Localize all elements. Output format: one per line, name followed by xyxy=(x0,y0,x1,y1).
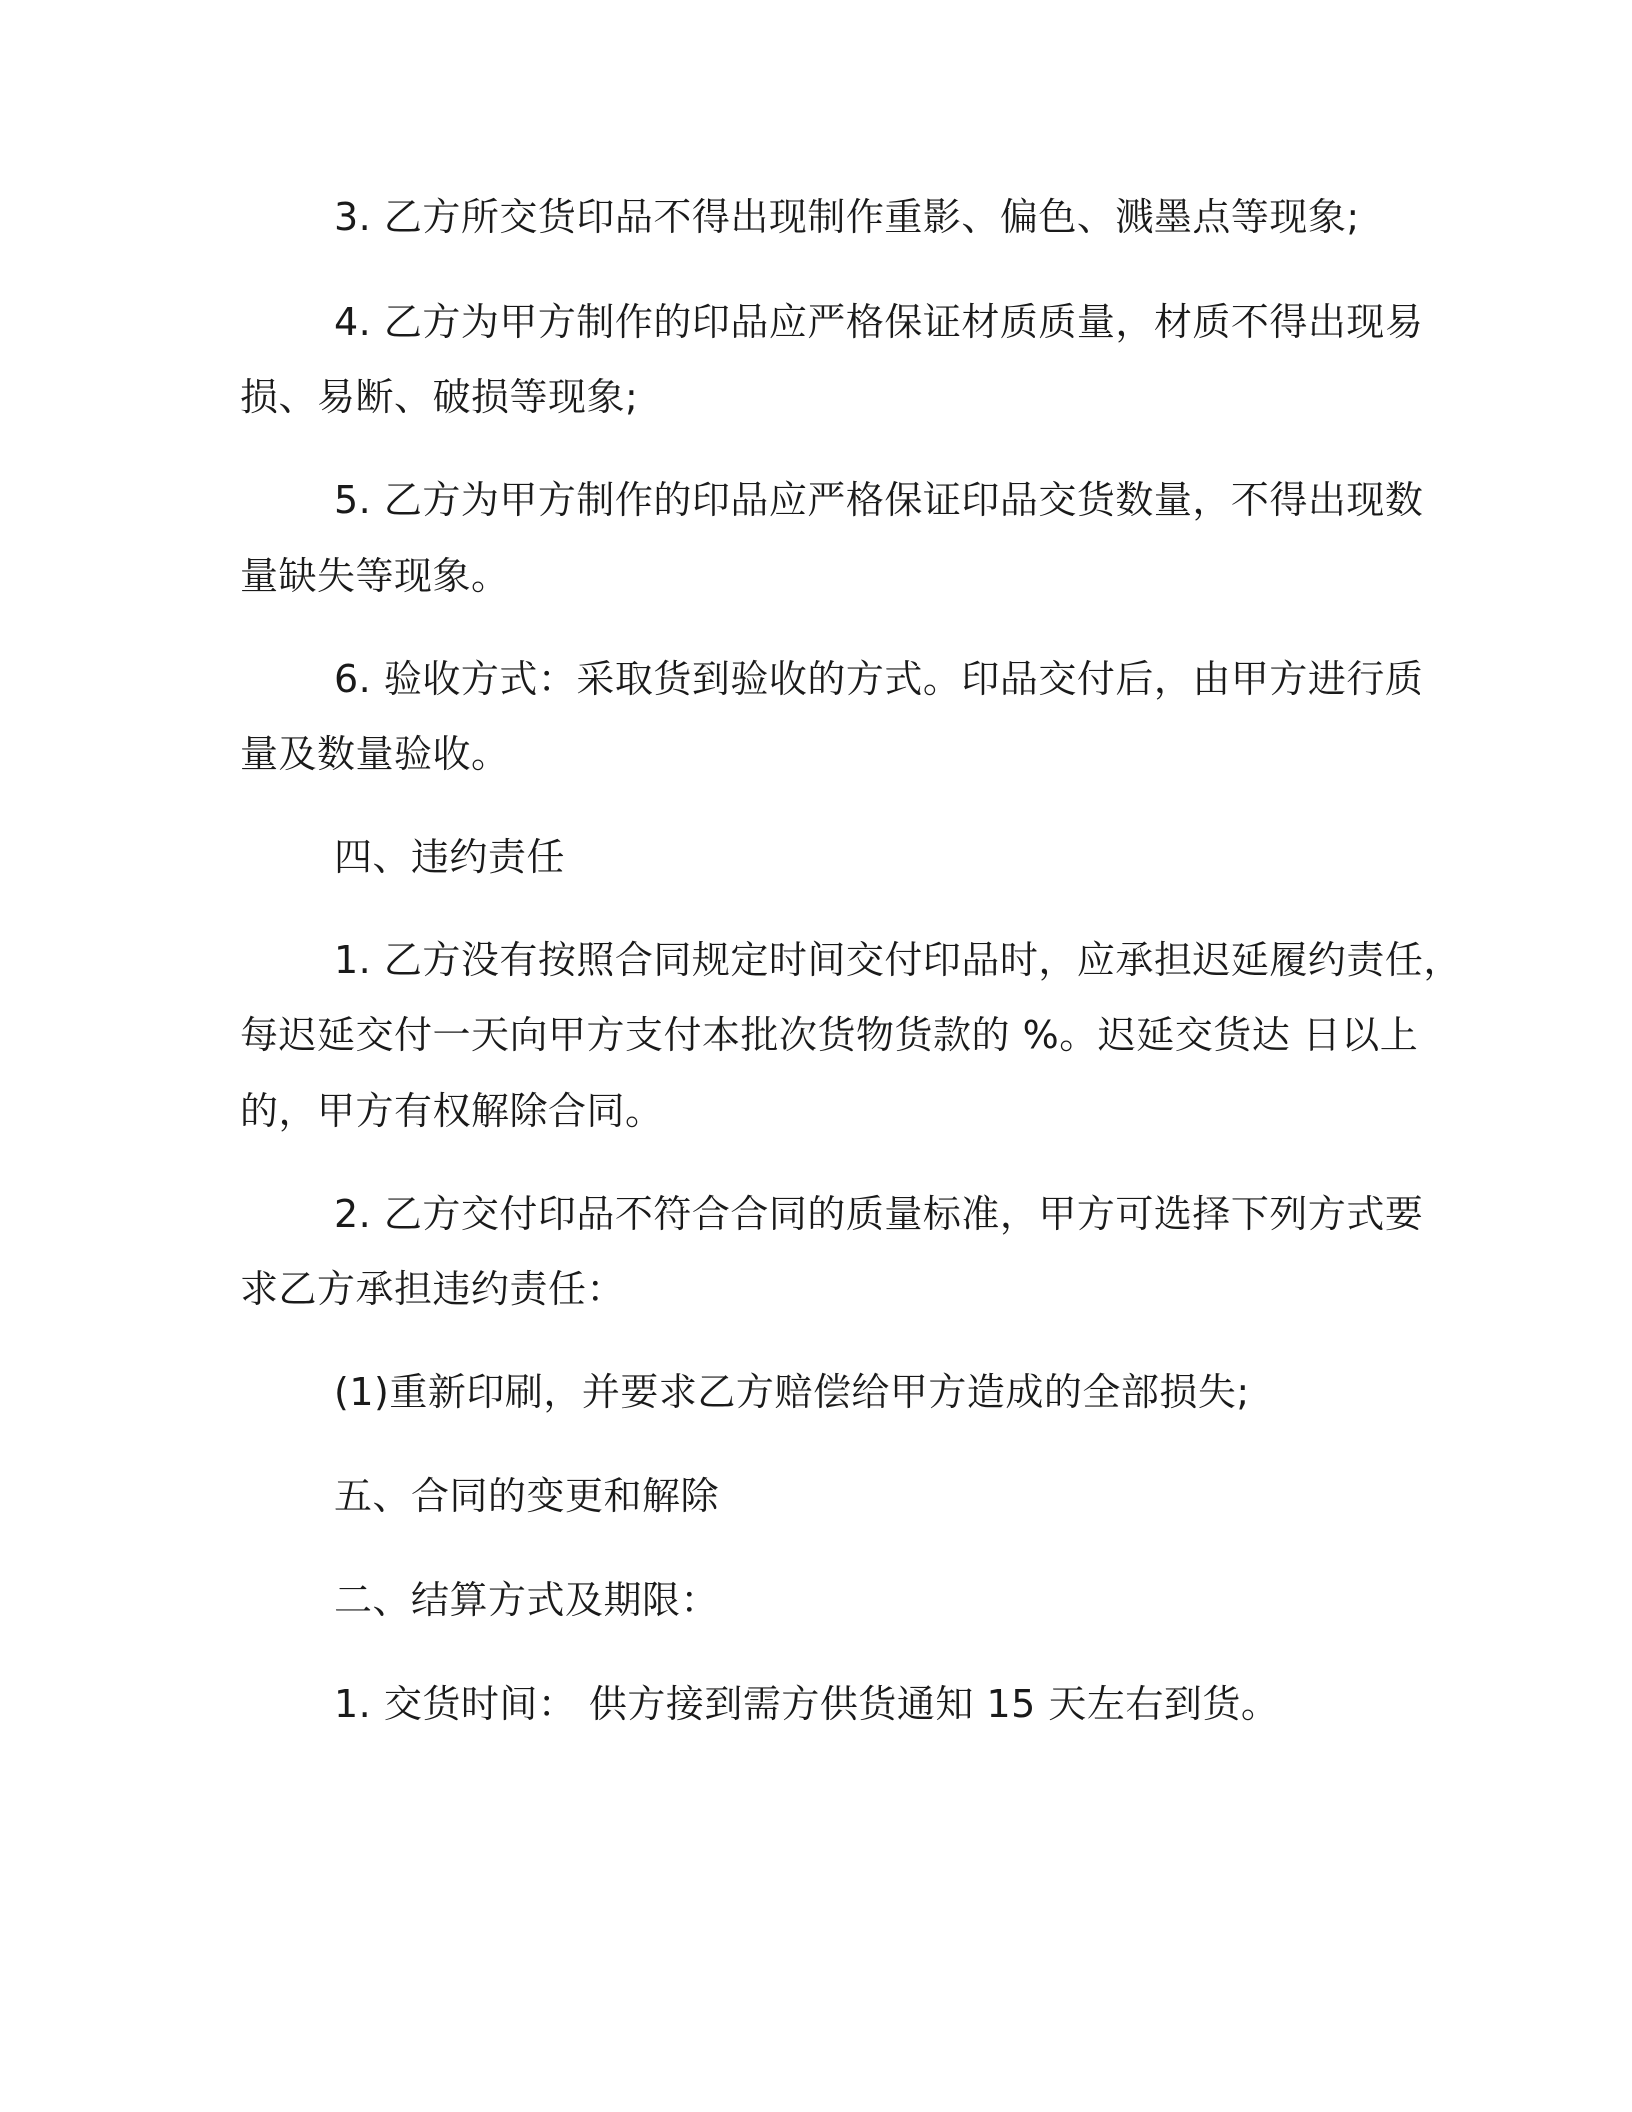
paragraph-line: 量及数量验收。 xyxy=(240,732,510,776)
section-heading: 二、结算方式及期限： xyxy=(334,1578,720,1622)
paragraph-line: 每迟延交付一天向甲方支付本批次货物货款的 %。迟延交货达 日以上 xyxy=(240,1013,1419,1057)
paragraph-line: (1)重新印刷，并要求乙方赔偿给甲方造成的全部损失; xyxy=(334,1370,1250,1414)
paragraph-line: 4. 乙方为甲方制作的印品应严格保证材质质量，材质不得出现易 xyxy=(334,300,1424,344)
paragraph-line: 求乙方承担违约责任： xyxy=(240,1267,626,1311)
paragraph-line: 2. 乙方交付印品不符合合同的质量标准，甲方可选择下列方式要 xyxy=(334,1192,1424,1236)
paragraph-line: 量缺失等现象。 xyxy=(240,554,510,598)
paragraph-line: 5. 乙方为甲方制作的印品应严格保证印品交货数量，不得出现数 xyxy=(334,478,1424,522)
paragraph-line: 6. 验收方式：采取货到验收的方式。印品交付后，由甲方进行质 xyxy=(334,657,1424,701)
section-heading: 四、违约责任 xyxy=(334,835,566,879)
paragraph-line: 的，甲方有权解除合同。 xyxy=(240,1089,664,1133)
paragraph-line: 1. 交货时间： 供方接到需方供货通知 15 天左右到货。 xyxy=(334,1682,1280,1726)
paragraph-line: 损、易断、破损等现象; xyxy=(240,375,639,419)
section-heading: 五、合同的变更和解除 xyxy=(334,1474,720,1518)
paragraph-line: 1. 乙方没有按照合同规定时间交付印品时，应承担迟延履约责任， xyxy=(334,938,1462,982)
paragraph-line: 3. 乙方所交货印品不得出现制作重影、偏色、溅墨点等现象; xyxy=(334,195,1360,239)
